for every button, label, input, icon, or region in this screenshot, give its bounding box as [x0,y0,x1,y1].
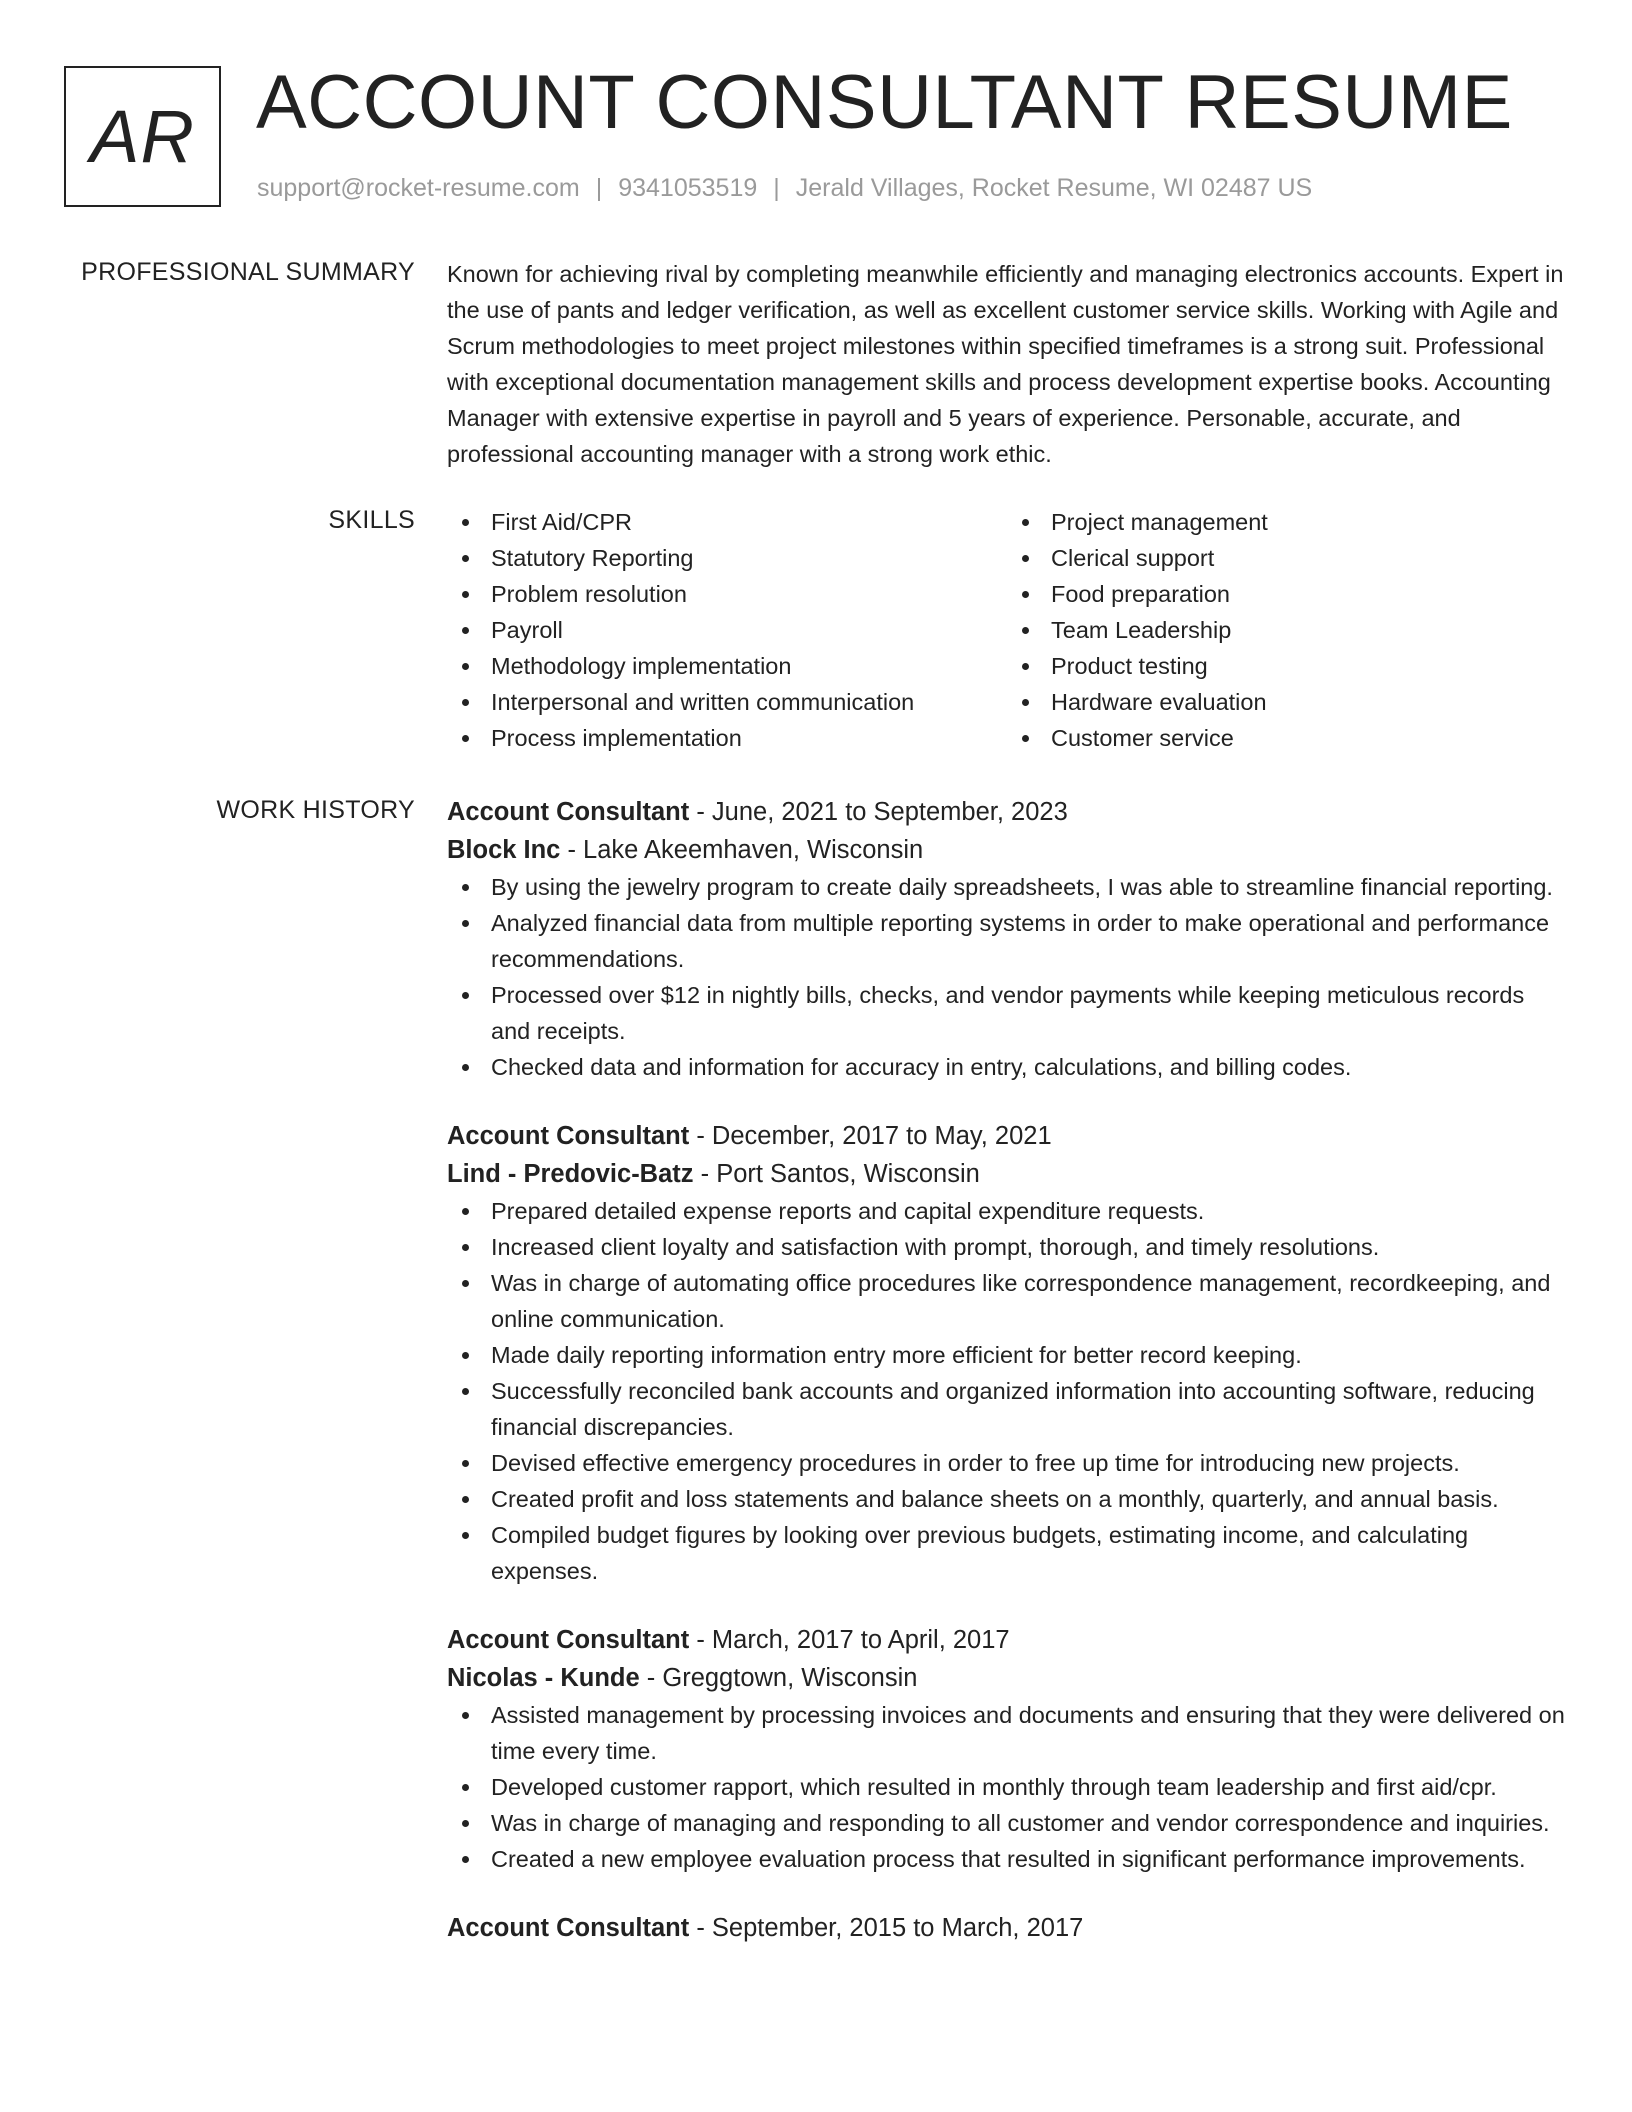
monogram-badge: AR [64,66,221,207]
job-title-line [447,1621,1567,1659]
job-bullet: Successfully reconciled bank accounts and organized information into accounting software, reducing financial discrepancies. [447,1373,1567,1445]
job-bullet: Developed customer rapport, which resulted in monthly through team leadership and first aid/cpr. [447,1769,1567,1805]
job-bullet: Created a new employee evaluation process that resulted in significant performance improvements. [447,1841,1567,1877]
job-bullet-list [447,869,1567,1085]
job-entry [447,1621,1567,1877]
skill-item: Clerical support [1051,540,1567,576]
job-dates: - March, 2017 to April, 2017 [689,1626,1010,1654]
job-title: Account Consultant [447,1626,690,1654]
contact-email: support@rocket-resume.com [257,174,580,202]
job-bullet: Checked data and information for accuracy in entry, calculations, and billing codes. [447,1049,1567,1085]
job-location: - Port Santos, Wisconsin [693,1160,980,1188]
job-company: Lind - Predovic-Batz [447,1160,694,1188]
job-bullet: Was in charge of automating office procedures like correspondence management, recordkeeping, and online communication. [447,1265,1567,1337]
section-label-summary: PROFESSIONAL SUMMARY [81,258,415,286]
job-dates: - December, 2017 to May, 2021 [689,1122,1052,1150]
skills-list-right [1007,504,1567,756]
job-title: Account Consultant [447,1122,690,1150]
job-bullet-list [447,1697,1567,1877]
job-bullet: Created profit and loss statements and balance sheets on a monthly, quarterly, and annual basis. [447,1481,1567,1517]
skill-item: Project management [1051,504,1567,540]
job-bullet: Compiled budget figures by looking over previous budgets, estimating income, and calculating expenses. [447,1517,1567,1589]
job-bullet: Was in charge of managing and responding to all customer and vendor correspondence and inquiries. [447,1805,1567,1841]
skill-item: Interpersonal and written communication [491,684,1007,720]
skill-item: Process implementation [491,720,1007,756]
contact-phone: 9341053519 [618,174,758,202]
skill-item: Hardware evaluation [1051,684,1567,720]
job-title-line [447,1909,1567,1947]
skills-columns [447,504,1567,756]
page-title: ACCOUNT CONSULTANT RESUME [256,60,1513,145]
job-location: - Greggtown, Wisconsin [639,1664,918,1692]
skill-item: Statutory Reporting [491,540,1007,576]
skills-body [447,504,1567,756]
job-title: Account Consultant [447,1914,690,1942]
job-bullet-list [447,1193,1567,1589]
job-bullet: Devised effective emergency procedures in order to free up time for introducing new projects. [447,1445,1567,1481]
contact-separator: | [595,174,603,202]
work-history-body [447,793,1567,1979]
job-company: Nicolas - Kunde [447,1664,640,1692]
skill-item: Payroll [491,612,1007,648]
job-dates: - September, 2015 to March, 2017 [689,1914,1084,1942]
skill-item: Customer service [1051,720,1567,756]
skill-item: Product testing [1051,648,1567,684]
job-entry [447,793,1567,1085]
job-company-line [447,1659,1567,1697]
job-company: Block Inc [447,836,561,864]
job-bullet: Assisted management by processing invoices and documents and ensuring that they were delivered on time every time. [447,1697,1567,1769]
job-bullet: Increased client loyalty and satisfaction with prompt, thorough, and timely resolutions. [447,1229,1567,1265]
skill-item: Food preparation [1051,576,1567,612]
job-company-line [447,1155,1567,1193]
section-label-work-history: WORK HISTORY [216,796,415,824]
job-title-line [447,1117,1567,1155]
job-bullet: Made daily reporting information entry more efficient for better record keeping. [447,1337,1567,1373]
contact-address: Jerald Villages, Rocket Resume, WI 02487 US [795,174,1313,202]
job-bullet: Processed over $12 in nightly bills, checks, and vendor payments while keeping meticulous records and receipts. [447,977,1567,1049]
summary-body [447,256,1567,472]
skill-item: First Aid/CPR [491,504,1007,540]
job-entry [447,1117,1567,1589]
summary-text: Known for achieving rival by completing meanwhile efficiently and managing electronics accounts. Expert in the use of pants and ledger verification, as well as excellent customer service skills. Working with Agile and Scrum methodologies to meet project milestones within specified timeframes is a strong suit. Professional with exceptional documentation management skills and process development expertise books. Accounting Manager with extensive expertise in payroll and 5 years of experience. Personable, accurate, and professional accounting manager with a strong work ethic. [447,261,1564,467]
contact-line [257,174,1312,203]
skill-item: Team Leadership [1051,612,1567,648]
job-company-line [447,831,1567,869]
skill-item: Methodology implementation [491,648,1007,684]
job-bullet: Prepared detailed expense reports and capital expenditure requests. [447,1193,1567,1229]
job-title: Account Consultant [447,798,690,826]
contact-separator: | [773,174,780,202]
skills-list-left [447,504,1007,756]
job-dates: - June, 2021 to September, 2023 [689,798,1068,826]
job-entry [447,1909,1567,1947]
job-bullet: Analyzed financial data from multiple reporting systems in order to make operational and performance recommendations. [447,905,1567,977]
section-label-skills: SKILLS [328,506,415,534]
job-location: - Lake Akeemhaven, Wisconsin [560,836,924,864]
skill-item: Problem resolution [491,576,1007,612]
job-bullet: By using the jewelry program to create daily spreadsheets, I was able to streamline financial reporting. [447,869,1567,905]
job-title-line [447,793,1567,831]
